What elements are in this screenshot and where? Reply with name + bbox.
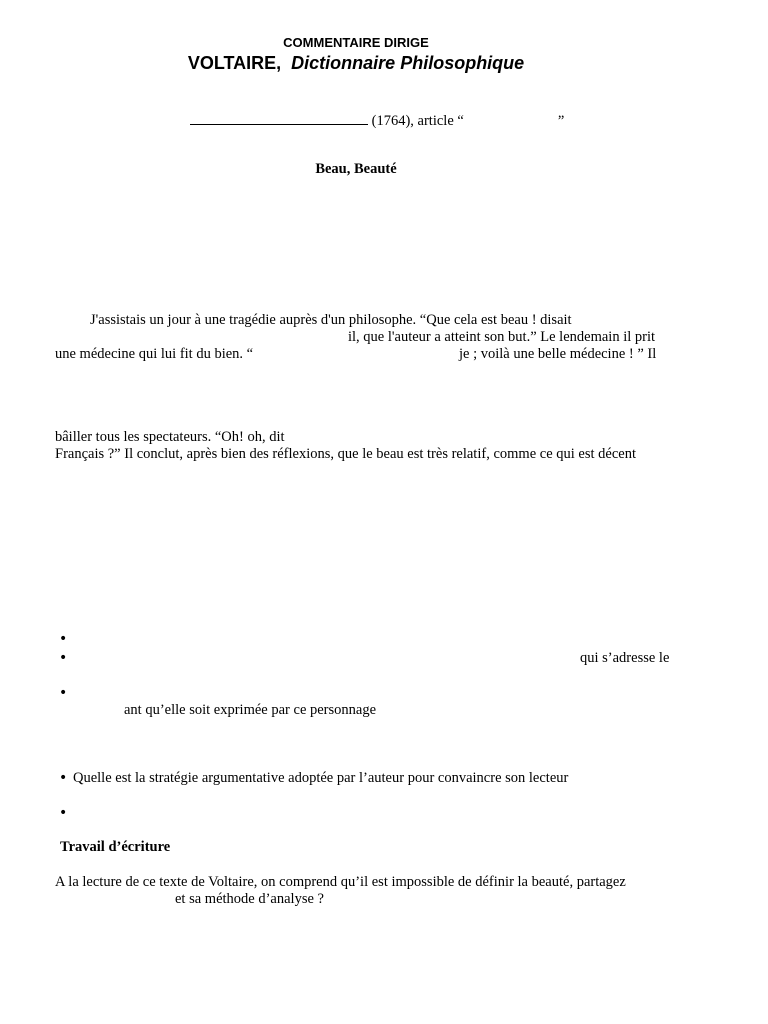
text-line-3a: une médecine qui lui fit du bien. “ [55, 346, 254, 362]
text-line-3b: je ; voilà une belle médecine ! ” Il [459, 346, 657, 362]
article-title: Beau, Beauté [315, 161, 397, 177]
text-line-2: il, que l'auteur a atteint son but.” Le lendemain il prit [348, 329, 656, 345]
document-heading: COMMENTAIRE DIRIGE [283, 35, 429, 50]
writing-line-1: A la lecture de ce texte de Voltaire, on comprend qu’il est impossible de définir la beauté, partagez [55, 874, 626, 890]
question-3-continuation: ant qu’elle soit exprimée par ce personnage [124, 702, 377, 718]
source-close-quote: ” [557, 113, 565, 129]
document-title [0, 53, 712, 74]
work-title: Dictionnaire Philosophique [291, 53, 525, 73]
source-line [190, 110, 564, 130]
source-date-article: (1764), article “ [371, 113, 464, 129]
writing-line-2: et sa méthode d’analyse ? [175, 891, 324, 907]
question-4: Quelle est la stratégie argumentative adoptée par l’auteur pour convaincre son lecteur [73, 770, 569, 786]
text-line-5: Français ?” Il conclut, après bien des réflexions, que le beau est très relatif, comme ce qui est décent [55, 446, 636, 462]
bullet: • [59, 650, 68, 666]
question-2-tail: qui s’adresse le [580, 650, 670, 666]
bullet: • [59, 805, 68, 821]
author-name: VOLTAIRE, [187, 53, 282, 73]
text-line-4: bâiller tous les spectateurs. “Oh! oh, dit [55, 429, 285, 445]
writing-heading: Travail d’écriture [60, 839, 171, 855]
bullet: • [59, 685, 68, 701]
bullet: • [59, 770, 68, 786]
bullet: • [59, 631, 68, 647]
text-line-1: J'assistais un jour à une tragédie auprès d'un philosophe. “Que cela est beau ! disait [90, 312, 572, 328]
blank-underline [190, 110, 368, 125]
